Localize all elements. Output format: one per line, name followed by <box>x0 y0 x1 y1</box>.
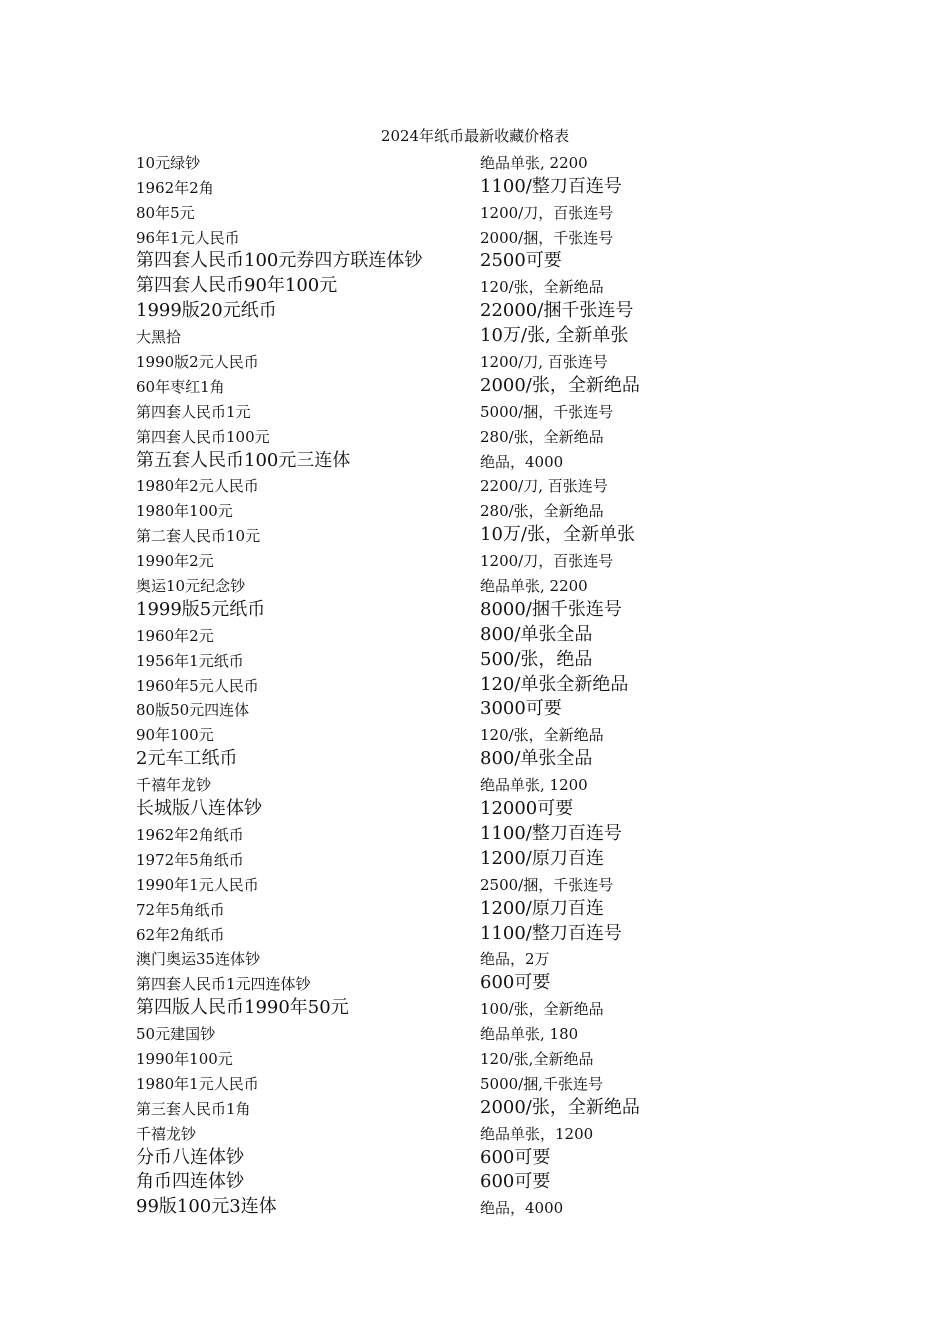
price-row <box>136 250 696 275</box>
banknote-price: 600可要 <box>480 1171 551 1193</box>
price-row <box>136 772 696 797</box>
banknote-price: 1100/整刀百连号 <box>480 175 622 197</box>
price-row <box>136 150 696 175</box>
banknote-name: 1999版20元纸币 <box>136 300 277 322</box>
banknote-price: 100/张，全新绝品 <box>480 1000 604 1019</box>
banknote-name: 1990年1元人民币 <box>136 875 259 894</box>
banknote-price: 500/张，绝品 <box>480 648 593 670</box>
banknote-price: 绝品单张, 2200 <box>480 577 588 596</box>
price-row <box>136 847 696 872</box>
price-row <box>136 1046 696 1071</box>
banknote-name: 第二套人民币10元 <box>136 527 261 546</box>
price-row <box>136 523 696 548</box>
banknote-price: 280/张，全新绝品 <box>480 502 604 521</box>
banknote-price: 1100/整刀百连号 <box>480 922 622 944</box>
banknote-name: 50元建国钞 <box>136 1025 216 1044</box>
banknote-price: 2200/刀, 百张连号 <box>480 477 608 496</box>
banknote-name: 大黑拾 <box>136 328 182 347</box>
banknote-price: 280/张，全新绝品 <box>480 427 604 446</box>
banknote-name: 奥运10元纪念钞 <box>136 577 246 596</box>
banknote-name: 千禧年龙钞 <box>136 776 212 795</box>
banknote-price: 600可要 <box>480 1146 551 1168</box>
price-row <box>136 349 696 374</box>
banknote-name: 10元绿钞 <box>136 153 201 172</box>
price-row <box>136 747 696 772</box>
banknote-price: 800/单张全品 <box>480 623 593 645</box>
banknote-name: 1990版2元人民币 <box>136 353 259 372</box>
price-row <box>136 1096 696 1121</box>
banknote-price: 2000/张，全新绝品 <box>480 374 640 396</box>
price-row <box>136 1171 696 1196</box>
banknote-name: 第四套人民币100元 <box>136 427 270 446</box>
price-row <box>136 996 696 1021</box>
banknote-price: 12000可要 <box>480 798 574 820</box>
banknote-name: 1980年2元人民币 <box>136 477 259 496</box>
banknote-price: 1200/原刀百连 <box>480 897 604 919</box>
price-row <box>136 1071 696 1096</box>
banknote-name: 第四套人民币90年100元 <box>136 275 338 297</box>
banknote-name: 62年2角纸币 <box>136 925 225 944</box>
price-row <box>136 1121 696 1146</box>
banknote-name: 第四版人民币1990年50元 <box>136 997 349 1019</box>
banknote-name: 1956年1元纸币 <box>136 651 244 670</box>
banknote-name: 96年1元人民币 <box>136 228 240 247</box>
banknote-price: 绝品单张, 2200 <box>480 153 588 172</box>
price-row <box>136 1146 696 1171</box>
banknote-price: 600可要 <box>480 972 551 994</box>
price-row <box>136 947 696 972</box>
price-row <box>136 797 696 822</box>
banknote-name: 第三套人民币1角 <box>136 1099 251 1118</box>
price-row <box>136 922 696 947</box>
price-row <box>136 623 696 648</box>
banknote-name: 长城版八连体钞 <box>136 798 262 820</box>
price-row <box>136 449 696 474</box>
price-row <box>136 225 696 250</box>
banknote-price: 绝品单张, 1200 <box>480 776 588 795</box>
banknote-name: 1962年2角纸币 <box>136 825 244 844</box>
banknote-name: 1990年100元 <box>136 1049 233 1068</box>
price-row <box>136 872 696 897</box>
banknote-price: 2000/张，全新绝品 <box>480 1096 640 1118</box>
banknote-price: 2000/捆，千张连号 <box>480 228 614 247</box>
banknote-price: 10万/张, 全新单张 <box>480 325 629 347</box>
banknote-price: 绝品，4000 <box>480 452 564 471</box>
price-row <box>136 1021 696 1046</box>
banknote-price: 1200/刀，百张连号 <box>480 203 614 222</box>
price-row <box>136 474 696 499</box>
banknote-name: 1980年100元 <box>136 502 233 521</box>
banknote-name: 1960年2元 <box>136 626 214 645</box>
price-row <box>136 822 696 847</box>
banknote-name: 60年枣红1角 <box>136 377 225 396</box>
banknote-price: 绝品单张，1200 <box>480 1124 594 1143</box>
banknote-name: 1972年5角纸币 <box>136 850 244 869</box>
banknote-price: 绝品，2万 <box>480 950 550 969</box>
banknote-name: 2元车工纸币 <box>136 748 238 770</box>
price-row <box>136 498 696 523</box>
banknote-price: 10万/张，全新单张 <box>480 524 635 546</box>
banknote-name: 72年5角纸币 <box>136 900 225 919</box>
price-row <box>136 971 696 996</box>
price-row <box>136 598 696 623</box>
banknote-price: 22000/捆千张连号 <box>480 300 634 322</box>
price-row <box>136 698 696 723</box>
document-title: 2024年纸币最新收藏价格表 <box>380 127 570 145</box>
price-row <box>136 897 696 922</box>
price-row <box>136 175 696 200</box>
price-list <box>136 150 696 1220</box>
banknote-price: 8000/捆千张连号 <box>480 598 622 620</box>
banknote-price: 2500/捆，千张连号 <box>480 875 614 894</box>
banknote-price: 2500可要 <box>480 250 562 272</box>
banknote-name: 第五套人民币100元三连体 <box>136 449 351 471</box>
price-row <box>136 673 696 698</box>
banknote-name: 第四套人民币1元 <box>136 402 251 421</box>
banknote-name: 1999版5元纸币 <box>136 598 266 620</box>
price-row <box>136 648 696 673</box>
price-row <box>136 299 696 324</box>
banknote-price: 绝品单张, 180 <box>480 1025 579 1044</box>
price-row <box>136 399 696 424</box>
banknote-price: 5000/捆，千张连号 <box>480 402 614 421</box>
banknote-name: 1990年2元 <box>136 552 214 571</box>
banknote-name: 99版100元3连体 <box>136 1196 277 1218</box>
banknote-price: 1200/刀, 百张连号 <box>480 353 608 372</box>
banknote-price: 5000/捆,千张连号 <box>480 1074 603 1093</box>
price-row <box>136 200 696 225</box>
price-row <box>136 573 696 598</box>
price-row <box>136 424 696 449</box>
banknote-price: 1100/整刀百连号 <box>480 822 622 844</box>
banknote-price: 120/张，全新绝品 <box>480 278 604 297</box>
banknote-name: 1980年1元人民币 <box>136 1074 259 1093</box>
banknote-name: 1960年5元人民币 <box>136 676 259 695</box>
banknote-name: 千禧龙钞 <box>136 1124 197 1143</box>
banknote-name: 分币八连体钞 <box>136 1146 244 1168</box>
price-row <box>136 548 696 573</box>
banknote-name: 80版50元四连体 <box>136 701 250 720</box>
banknote-name: 90年100元 <box>136 726 214 745</box>
price-row <box>136 722 696 747</box>
banknote-name: 1962年2角 <box>136 178 214 197</box>
banknote-name: 澳门奥运35连体钞 <box>136 950 261 969</box>
banknote-price: 120/张,全新绝品 <box>480 1049 594 1068</box>
price-row <box>136 274 696 299</box>
banknote-price: 120/单张全新绝品 <box>480 673 629 695</box>
banknote-price: 1200/刀，百张连号 <box>480 552 614 571</box>
banknote-price: 1200/原刀百连 <box>480 847 604 869</box>
banknote-price: 120/张，全新绝品 <box>480 726 604 745</box>
banknote-price: 绝品，4000 <box>480 1199 564 1218</box>
banknote-name: 第四套人民币100元券四方联连体钞 <box>136 250 423 272</box>
banknote-price: 800/单张全品 <box>480 748 593 770</box>
price-row <box>136 374 696 399</box>
price-row <box>136 324 696 349</box>
price-row <box>136 1195 696 1220</box>
banknote-name: 第四套人民币1元四连体钞 <box>136 975 311 994</box>
banknote-name: 角币四连体钞 <box>136 1171 244 1193</box>
banknote-price: 3000可要 <box>480 698 562 720</box>
banknote-name: 80年5元 <box>136 203 195 222</box>
